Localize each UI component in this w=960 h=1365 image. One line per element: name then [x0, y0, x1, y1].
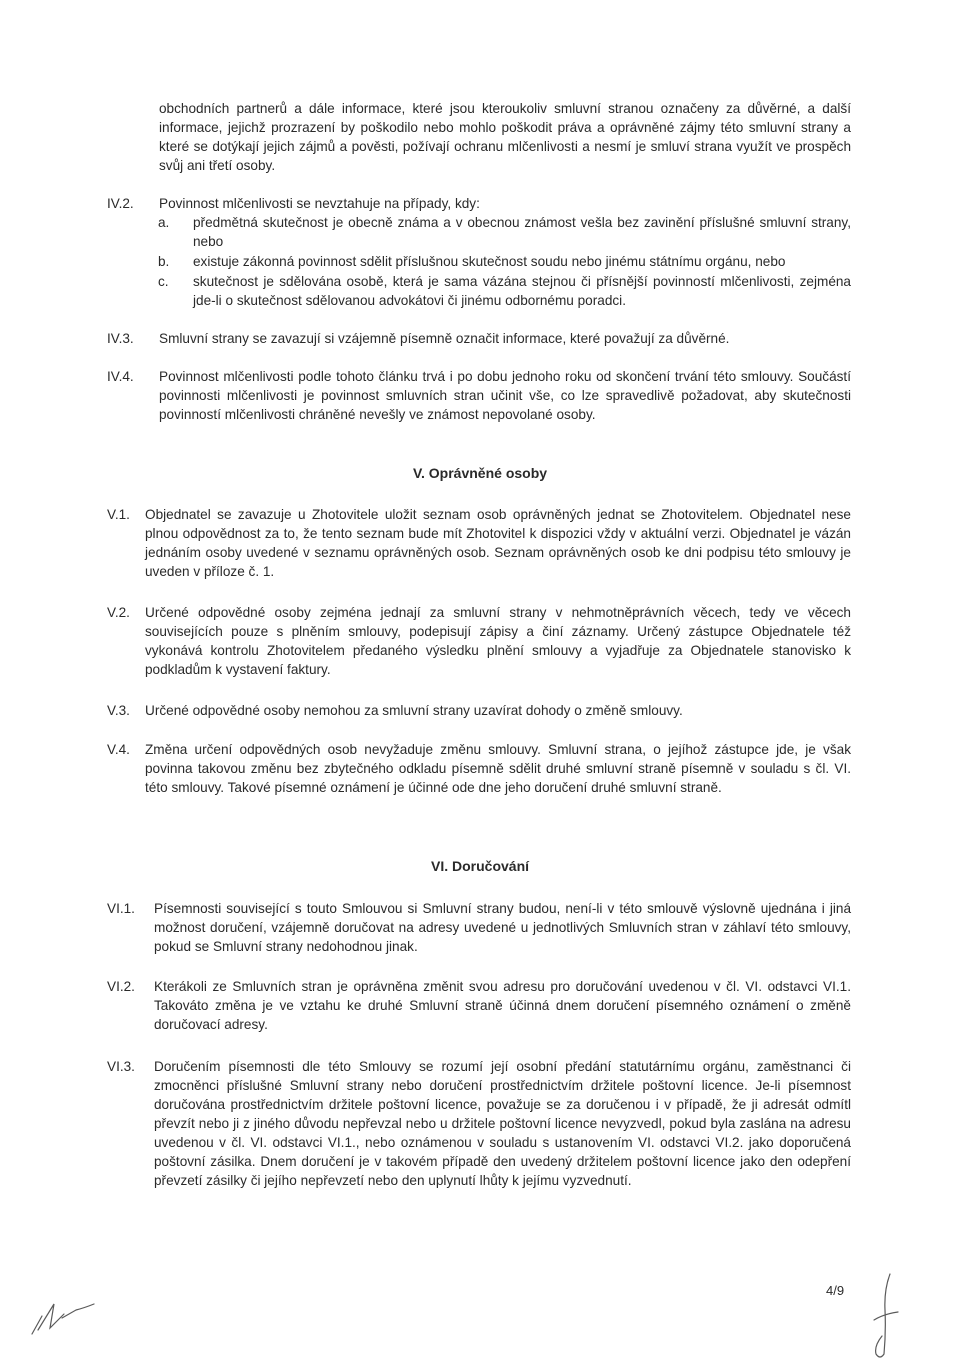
page-number: 4/9 — [826, 1283, 845, 1298]
clause-text: Změna určení odpovědných osob nevyžaduje změnu smlouvy. Smluvní strana, o jejíhož zástupce jde, je však povinna takovou změnu bez zbytečného odkladu písemně sdělit druhé smluvní straně písemně v souladu s čl. VI. této smlouvy. Takové písemné oznámení je účinné ode dne jeho doručení druhé smluvní straně. — [145, 742, 851, 795]
list-item: existuje zákonná povinnost sdělit příslušnou skutečnost soudu nebo jinému státnímu orgánu, nebo — [193, 254, 786, 269]
list-item-marker: c. — [158, 274, 169, 289]
clause-number: VI.1. — [107, 901, 135, 916]
clause-number: VI.2. — [107, 979, 135, 994]
list-item-marker: a. — [158, 215, 170, 230]
clause-text: Doručením písemnosti dle této Smlouvy se rozumí její osobní předání statutárnímu orgánu, zaměstnanci či zmocněnci příslušné Smluvní strany nebo doručení prostřednictvím držitele poštovní licence. Je-li písemnost doručována prostřednictvím držitele poštovní licence, považuje se za doručenou i v případě, že ji adresát odmítl převzít nebo ji z jiného důvodu nepřevzal nebo u držitele poštovní licence nevyzvedl, pokud byla zaslána na adresu uvedenou v čl. VI. odstavci VI.1., nebo oznámenou v souladu s ustanovením VI. odstavci VI.2. jako doporučená poštovní zásilka. Dnem doručení je v takovém případě den uvedený držitelem poštovní licence jako den odepření převzetí zásilky či jejího nepřevzetí nebo den uplynutí lhůty k jejímu vyzvednutí. — [154, 1059, 851, 1188]
initials-signature-left — [28, 1290, 103, 1340]
section-heading: VI. Doručování — [430, 858, 530, 874]
clause-text: Povinnost mlčenlivosti podle tohoto článku trvá i po dobu jednoho roku od skončení trvání této smlouvy. Součástí povinnosti mlčenlivosti je povinnost smluvních stran učinit vše, co lze spravedlivě požadovat, aby skutečnosti povinností mlčenlivosti chráněné nevešly ve známost nepovolané osoby. — [159, 369, 851, 422]
clause-number: V.4. — [107, 742, 130, 757]
clause-text: Určené odpovědné osoby zejména jednají za smluvní strany v nehmotněprávních věcech, tedy ve věcech souvisejících pouze s plněním smlouvy, podepisují zápisy a činí záznamy. Určený zástupce Objednatele též vykonává kontrolu Zhotovitelem předaného výsledku plnění smlouvy a vyjadřuje za Objednatele stanovisko k podkladům k vystavení faktury. — [145, 605, 851, 677]
intro-paragraph: obchodních partnerů a dále informace, které jsou kteroukoliv smluvní stranou označeny za důvěrné, a další informace, jejichž prozrazení by poškodilo nebo mohlo poškodit práva a oprávněné zájmy této smluvní strany a které se dotýkají jejich zájmů a pověsti, požívají ochranu mlčenlivosti a nesmí je smluví strana využít ve prospěch svůj ani třetí osoby. — [159, 101, 851, 173]
list-item: skutečnost je sdělována osobě, která je sama vázána stejnou či přísnější povinností mlčenlivosti, zejména jde-li o skutečnost sdělovanou advokátovi či jinému odbornému poradci. — [193, 274, 851, 308]
clause-number: V.2. — [107, 605, 130, 620]
list-item: předmětná skutečnost je obecně známa a v obecnou známost vešla bez zavinění příslušné smluvní strany, nebo — [193, 215, 851, 249]
clause-number: V.1. — [107, 507, 130, 522]
clause-number: IV.2. — [107, 196, 134, 211]
clause-number: IV.3. — [107, 331, 134, 346]
clause-text: Objednatel se zavazuje u Zhotovitele uložit seznam osob oprávněných jednat se Zhotovitelem. Objednatel nese plnou odpovědnost za to, že tento seznam bude mít Zhotovitel k dispozici vždy v aktuální verzi. Objednatel je vázán jednáním osoby uvedené v seznamu oprávněných osob. Seznam oprávněných osob ke dni podpisu této smlouvy je uveden v příloze č. 1. — [145, 507, 851, 579]
clause-text: Určené odpovědné osoby nemohou za smluvní strany uzavírat dohody o změně smlouvy. — [145, 703, 683, 718]
clause-number: V.3. — [107, 703, 130, 718]
clause-text: Písemnosti související s touto Smlouvou si Smluvní strany budou, není-li v této smlouvě výslovně ujednána i jiná možnost doručení, vzájemně doručovat na adresy uvedené u jednotlivých Smluvních stran v záhlaví této smlouvy, pokud se Smluvní strany nedohodnou jinak. — [154, 901, 851, 954]
section-heading: V. Oprávněné osoby — [412, 465, 548, 481]
list-item-marker: b. — [158, 254, 170, 269]
clause-number: IV.4. — [107, 369, 134, 384]
initials-signature-right — [868, 1270, 908, 1362]
clause-text: Smluvní strany se zavazují si vzájemně písemně označit informace, které považují za důvěrné. — [159, 331, 730, 346]
clause-text: Kterákoli ze Smluvních stran je oprávněna změnit svou adresu pro doručování uvedenou v čl. VI. odstavci VI.1. Takováto změna je ve vztahu ke druhé Smluvní straně účinná dnem doručení písemného oznámení o změně doručovací adresy. — [154, 979, 851, 1032]
clause-number: VI.3. — [107, 1059, 135, 1074]
clause-text: Povinnost mlčenlivosti se nevztahuje na případy, kdy: — [159, 196, 480, 211]
